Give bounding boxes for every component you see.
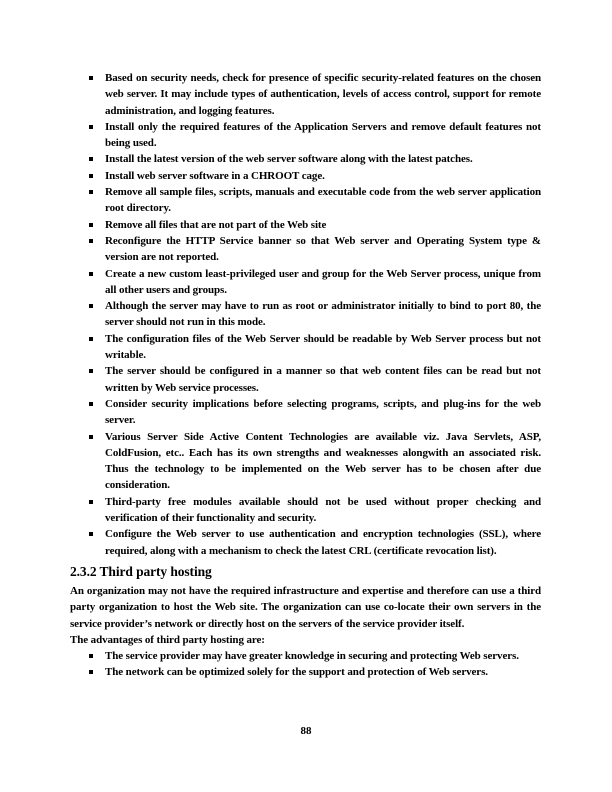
list-item <box>70 298 541 331</box>
bullet-icon <box>89 654 93 658</box>
list-item <box>70 526 541 559</box>
bullet-text: Various Server Side Active Content Technologies are available viz. Java Servlets, ASP, ColdFusion, etc.. Each has its own strengths and weaknesses alongwith an associated risk. Thus the technology to be implemented on the Web server has to be chosen after due consideration. <box>105 430 541 492</box>
list-item <box>70 396 541 429</box>
bullet-icon <box>89 369 93 373</box>
bullet-text: Install the latest version of the web server software along with the latest patches. <box>105 153 473 166</box>
list-item <box>70 363 541 396</box>
bullet-icon <box>89 272 93 276</box>
bullet-text: Configure the Web server to use authentication and encryption technologies (SSL), where required, along with a mechanism to check the latest CRL (certificate revocation list). <box>105 528 541 557</box>
bullet-text: Remove all files that are not part of the Web site <box>105 218 327 231</box>
list-item <box>70 119 541 152</box>
bullet-icon <box>89 532 93 536</box>
bullet-text: Install web server software in a CHROOT cage. <box>105 169 325 182</box>
list-item <box>70 429 541 494</box>
bullet-icon <box>89 190 93 194</box>
advantages-list <box>70 648 541 681</box>
page-number: 88 <box>300 725 312 737</box>
bullet-text: The server should be configured in a manner so that web content files can be read but not written by Web service processes. <box>105 365 541 394</box>
list-item <box>70 664 541 680</box>
bullet-icon <box>89 76 93 80</box>
bullet-icon <box>89 670 93 674</box>
bullet-text: Third-party free modules available should not be used without proper checking and verification of their functionality and security. <box>105 495 541 525</box>
list-item <box>70 494 541 527</box>
bullet-icon <box>89 125 93 129</box>
list-item <box>70 266 541 299</box>
bullet-text: Based on security needs, check for presence of specific security-related features on the chosen web server. It may include types of authentication, levels of access control, support for remote administration, and logging features. <box>105 72 541 117</box>
bullet-text: Create a new custom least-privileged user and group for the Web Server process, unique from all other users and groups. <box>105 267 541 296</box>
list-item <box>70 168 541 184</box>
page-content <box>70 70 541 681</box>
security-checklist-list <box>70 70 541 559</box>
bullet-text: Reconfigure the HTTP Service banner so that Web server and Operating System type & version are not reported. <box>105 234 541 264</box>
bullet-icon <box>89 337 93 341</box>
bullet-icon <box>89 157 93 161</box>
advantages-label: The advantages of third party hosting are: <box>70 633 265 646</box>
bullet-text: Although the server may have to run as root or administrator initially to bind to port 80, the server should not run in this mode. <box>105 300 541 329</box>
section-heading: 2.3.2 Third party hosting <box>70 563 212 579</box>
bullet-text: The service provider may have greater knowledge in securing and protecting Web servers. <box>105 650 519 663</box>
list-item <box>70 151 541 167</box>
list-item <box>70 648 541 664</box>
list-item <box>70 184 541 217</box>
bullet-text: The network can be optimized solely for the support and protection of Web servers. <box>105 666 488 679</box>
list-item <box>70 217 541 233</box>
list-item <box>70 70 541 119</box>
bullet-icon <box>89 435 93 439</box>
bullet-icon <box>89 239 93 243</box>
bullet-text: Remove all sample files, scripts, manuals and executable code from the web server application root directory. <box>105 186 541 215</box>
list-item <box>70 331 541 364</box>
bullet-icon <box>89 402 93 406</box>
bullet-text: Consider security implications before selecting programs, scripts, and plug-ins for the web server. <box>105 397 541 427</box>
bullet-icon <box>89 304 93 308</box>
bullet-text: Install only the required features of the Application Servers and remove default features not being used. <box>105 120 541 150</box>
intro-paragraph: An organization may not have the required infrastructure and expertise and therefore can use a third party organization to host the Web site. The organization can use co-locate their own servers in the service provider’s network or directly host on the servers of the service provider itself. <box>70 584 541 630</box>
bullet-icon <box>89 500 93 504</box>
bullet-text: The configuration files of the Web Server should be readable by Web Server process but not writable. <box>105 332 541 362</box>
bullet-icon <box>89 174 93 178</box>
bullet-icon <box>89 223 93 227</box>
list-item <box>70 233 541 266</box>
